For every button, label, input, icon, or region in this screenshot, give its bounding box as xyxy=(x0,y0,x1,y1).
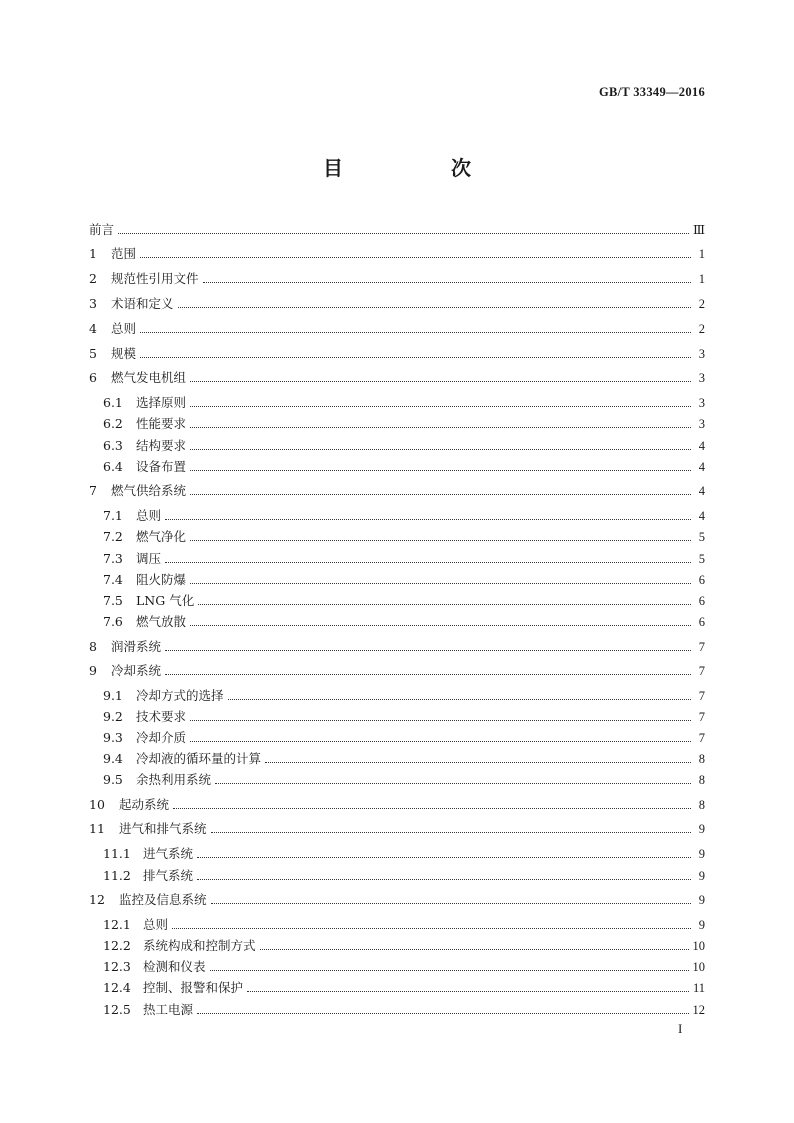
toc-entry-number: 12.5 xyxy=(103,1002,131,1017)
toc-entry-page: 3 xyxy=(698,396,705,410)
toc-entry-label: 热工电源 xyxy=(143,1002,194,1017)
toc-entry[interactable] xyxy=(103,729,705,747)
toc-entry[interactable] xyxy=(103,1001,705,1019)
toc-leader-dots xyxy=(140,257,691,258)
toc-leader-dots xyxy=(197,1013,688,1014)
page-title: 目 次 xyxy=(323,156,515,180)
toc-entry-number: 11.2 xyxy=(103,868,131,883)
toc-entry-number: 4 xyxy=(89,321,97,336)
toc-entry-label: 燃气净化 xyxy=(136,529,187,544)
toc-entry-number: 2 xyxy=(89,271,97,286)
toc-entry-label: 进气和排气系统 xyxy=(119,821,207,836)
toc-entry-label: LNG 气化 xyxy=(136,593,195,608)
toc-entry-label: 选择原则 xyxy=(136,395,187,410)
toc-entry[interactable] xyxy=(103,415,705,433)
toc-entry[interactable] xyxy=(103,867,705,885)
toc-entry-number: 12.1 xyxy=(103,917,131,932)
toc-entry-number: 8 xyxy=(89,639,97,654)
toc-leader-dots xyxy=(118,233,689,234)
toc-entry[interactable] xyxy=(103,979,705,997)
toc-entry-label: 前言 xyxy=(89,222,115,237)
toc-leader-dots xyxy=(247,991,689,992)
toc-entry[interactable] xyxy=(103,916,705,934)
toc-entry-page: Ⅲ xyxy=(692,223,705,237)
toc-entry-label: 余热利用系统 xyxy=(136,772,212,787)
toc-leader-dots xyxy=(173,808,691,809)
toc-entry-page: 8 xyxy=(698,798,705,812)
toc-entry-label: 调压 xyxy=(136,551,162,566)
toc-leader-dots xyxy=(190,470,691,471)
toc-entry[interactable] xyxy=(103,550,705,568)
toc-entry[interactable] xyxy=(103,750,705,768)
toc-entry-page: 3 xyxy=(698,371,705,385)
toc-entry[interactable] xyxy=(103,507,705,525)
toc-entry-label: 控制、报警和保护 xyxy=(143,980,244,995)
toc-entry-number: 7 xyxy=(89,483,97,498)
toc-entry-page: 9 xyxy=(698,918,705,932)
toc-entry-number: 9.5 xyxy=(103,772,123,787)
toc-entry-page: 7 xyxy=(698,689,705,703)
toc-entry-page: 9 xyxy=(698,847,705,861)
toc-leader-dots xyxy=(211,832,691,833)
toc-entry-number: 7.5 xyxy=(103,593,123,608)
toc-entry-page: 9 xyxy=(698,822,705,836)
toc-entry-page: 10 xyxy=(692,960,705,974)
toc-leader-dots xyxy=(198,604,691,605)
toc-entry[interactable] xyxy=(89,221,705,239)
toc-entry-page: 2 xyxy=(698,297,705,311)
toc-entry-page: 6 xyxy=(698,615,705,629)
toc-entry[interactable] xyxy=(89,320,705,338)
toc-entry-label: 燃气供给系统 xyxy=(111,483,187,498)
toc-leader-dots xyxy=(165,519,691,520)
toc-leader-dots xyxy=(190,449,691,450)
standard-code: GB/T 33349—2016 xyxy=(598,85,705,99)
toc-entry-number: 11.1 xyxy=(103,846,131,861)
toc-entry-label: 阻火防爆 xyxy=(136,572,187,587)
toc-entry-page: 4 xyxy=(698,484,705,498)
toc-leader-dots xyxy=(197,857,691,858)
toc-leader-dots xyxy=(203,282,691,283)
toc-entry-page: 5 xyxy=(698,530,705,544)
toc-entry-label: 规范性引用文件 xyxy=(111,271,199,286)
toc-entry-number: 6 xyxy=(89,370,97,385)
toc-entry[interactable] xyxy=(89,369,705,387)
toc-entry[interactable] xyxy=(103,771,705,789)
toc-entry-page: 7 xyxy=(698,640,705,654)
toc-entry-page: 4 xyxy=(698,509,705,523)
toc-entry[interactable] xyxy=(103,437,705,455)
footer-page-number: I xyxy=(678,1021,683,1036)
toc-leader-dots xyxy=(190,427,691,428)
toc-leader-dots xyxy=(165,650,691,651)
toc-entry-label: 总则 xyxy=(111,321,137,336)
toc-entry-page: 9 xyxy=(698,869,705,883)
toc-entry-number: 11 xyxy=(89,821,105,836)
toc-entry-label: 燃气发电机组 xyxy=(111,370,187,385)
toc-entry-number: 9 xyxy=(89,663,97,678)
toc-entry-page: 12 xyxy=(692,1003,705,1017)
toc-entry[interactable] xyxy=(89,295,705,313)
toc-entry-label: 燃气放散 xyxy=(136,614,187,629)
toc-entry-page: 8 xyxy=(698,773,705,787)
toc-entry-page: 2 xyxy=(698,322,705,336)
toc-entry-number: 5 xyxy=(89,346,97,361)
toc-leader-dots xyxy=(228,699,691,700)
toc-entry-number: 7.2 xyxy=(103,529,123,544)
toc-entry[interactable] xyxy=(103,458,705,476)
toc-leader-dots xyxy=(190,494,691,495)
toc-entry-label: 术语和定义 xyxy=(111,296,174,311)
toc-leader-dots xyxy=(190,406,691,407)
toc-entry-label: 进气系统 xyxy=(143,846,194,861)
toc-entry-number: 9.1 xyxy=(103,688,123,703)
toc-entry-label: 监控及信息系统 xyxy=(119,892,207,907)
toc-leader-dots xyxy=(190,381,691,382)
toc-entry-number: 1 xyxy=(89,246,97,261)
toc-leader-dots xyxy=(265,762,691,763)
toc-entry[interactable] xyxy=(103,958,705,976)
toc-entry[interactable] xyxy=(103,592,705,610)
toc-entry-label: 起动系统 xyxy=(119,797,170,812)
toc-entry[interactable] xyxy=(103,528,705,546)
toc-entry-label: 冷却方式的选择 xyxy=(136,688,224,703)
toc-entry-number: 7.3 xyxy=(103,551,123,566)
toc-leader-dots xyxy=(165,562,691,563)
toc-leader-dots xyxy=(260,949,689,950)
toc-entry-label: 设备布置 xyxy=(136,459,187,474)
toc-entry[interactable] xyxy=(103,845,705,863)
toc-entry-page: 3 xyxy=(698,347,705,361)
toc-entry[interactable] xyxy=(89,662,705,680)
toc-entry-label: 规模 xyxy=(111,346,137,361)
toc-entry-page: 6 xyxy=(698,573,705,587)
toc-entry-label: 冷却液的循环量的计算 xyxy=(136,751,262,766)
toc-entry[interactable] xyxy=(89,245,705,263)
toc-entry-page: 7 xyxy=(698,710,705,724)
toc-entry-number: 6.3 xyxy=(103,438,123,453)
toc-entry-page: 9 xyxy=(698,893,705,907)
toc-entry-label: 冷却系统 xyxy=(111,663,162,678)
toc-leader-dots xyxy=(190,625,691,626)
toc-entry-label: 系统构成和控制方式 xyxy=(143,938,256,953)
toc-entry-page: 8 xyxy=(698,752,705,766)
toc-entry[interactable] xyxy=(103,937,705,955)
toc-entry[interactable] xyxy=(103,708,705,726)
toc-entry-page: 1 xyxy=(698,272,705,286)
toc-entry-number: 9.3 xyxy=(103,730,123,745)
toc-entry[interactable] xyxy=(89,891,705,909)
toc-entry-label: 总则 xyxy=(136,508,162,523)
toc-entry-label: 技术要求 xyxy=(136,709,187,724)
toc-entry[interactable] xyxy=(103,613,705,631)
toc-entry-label: 润滑系统 xyxy=(111,639,162,654)
toc-entry[interactable] xyxy=(89,270,705,288)
toc-entry-label: 性能要求 xyxy=(136,416,187,431)
toc-entry[interactable] xyxy=(89,345,705,363)
toc-leader-dots xyxy=(190,583,691,584)
toc-entry[interactable] xyxy=(103,687,705,705)
toc-leader-dots xyxy=(172,928,691,929)
toc-leader-dots xyxy=(178,307,691,308)
toc-entry-number: 6.1 xyxy=(103,395,123,410)
toc-entry-page: 7 xyxy=(698,664,705,678)
toc-entry-number: 7.6 xyxy=(103,614,123,629)
toc-entry-number: 12 xyxy=(89,892,105,907)
toc-entry-number: 7.4 xyxy=(103,572,123,587)
toc-entry[interactable] xyxy=(89,482,705,500)
toc-entry-label: 总则 xyxy=(143,917,169,932)
toc-entry[interactable] xyxy=(89,796,705,814)
toc-entry-page: 11 xyxy=(692,981,705,995)
toc-entry-number: 9.4 xyxy=(103,751,123,766)
toc-entry-number: 6.2 xyxy=(103,416,123,431)
toc-entry[interactable] xyxy=(103,571,705,589)
toc-entry-page: 5 xyxy=(698,552,705,566)
toc-leader-dots xyxy=(211,903,691,904)
toc-entry-number: 3 xyxy=(89,296,97,311)
toc-leader-dots xyxy=(210,970,689,971)
toc-entry-label: 排气系统 xyxy=(143,868,194,883)
toc-entry-page: 10 xyxy=(692,939,705,953)
toc-entry[interactable] xyxy=(103,394,705,412)
toc-entry-label: 冷却介质 xyxy=(136,730,187,745)
toc-entry-label: 检测和仪表 xyxy=(143,959,206,974)
toc-entry-number: 6.4 xyxy=(103,459,123,474)
toc-leader-dots xyxy=(140,332,691,333)
toc-leader-dots xyxy=(165,674,691,675)
toc-entry-page: 7 xyxy=(698,731,705,745)
toc-entry-page: 4 xyxy=(698,439,705,453)
toc-entry-page: 1 xyxy=(698,247,705,261)
toc-entry-number: 7.1 xyxy=(103,508,123,523)
toc-leader-dots xyxy=(215,783,691,784)
toc-entry[interactable] xyxy=(89,820,705,838)
toc-entry-label: 范围 xyxy=(111,246,137,261)
toc-leader-dots xyxy=(140,357,691,358)
toc-leader-dots xyxy=(197,879,691,880)
toc-leader-dots xyxy=(190,741,691,742)
toc-leader-dots xyxy=(190,720,691,721)
toc-entry-number: 9.2 xyxy=(103,709,123,724)
toc-entry-number: 12.3 xyxy=(103,959,131,974)
toc-entry-page: 6 xyxy=(698,594,705,608)
toc-entry[interactable] xyxy=(89,638,705,656)
toc-leader-dots xyxy=(190,540,691,541)
toc-entry-page: 3 xyxy=(698,417,705,431)
toc-entry-number: 12.4 xyxy=(103,980,131,995)
toc-entry-label: 结构要求 xyxy=(136,438,187,453)
toc-entry-number: 12.2 xyxy=(103,938,131,953)
toc-entry-number: 10 xyxy=(89,797,105,812)
toc-entry-page: 4 xyxy=(698,460,705,474)
